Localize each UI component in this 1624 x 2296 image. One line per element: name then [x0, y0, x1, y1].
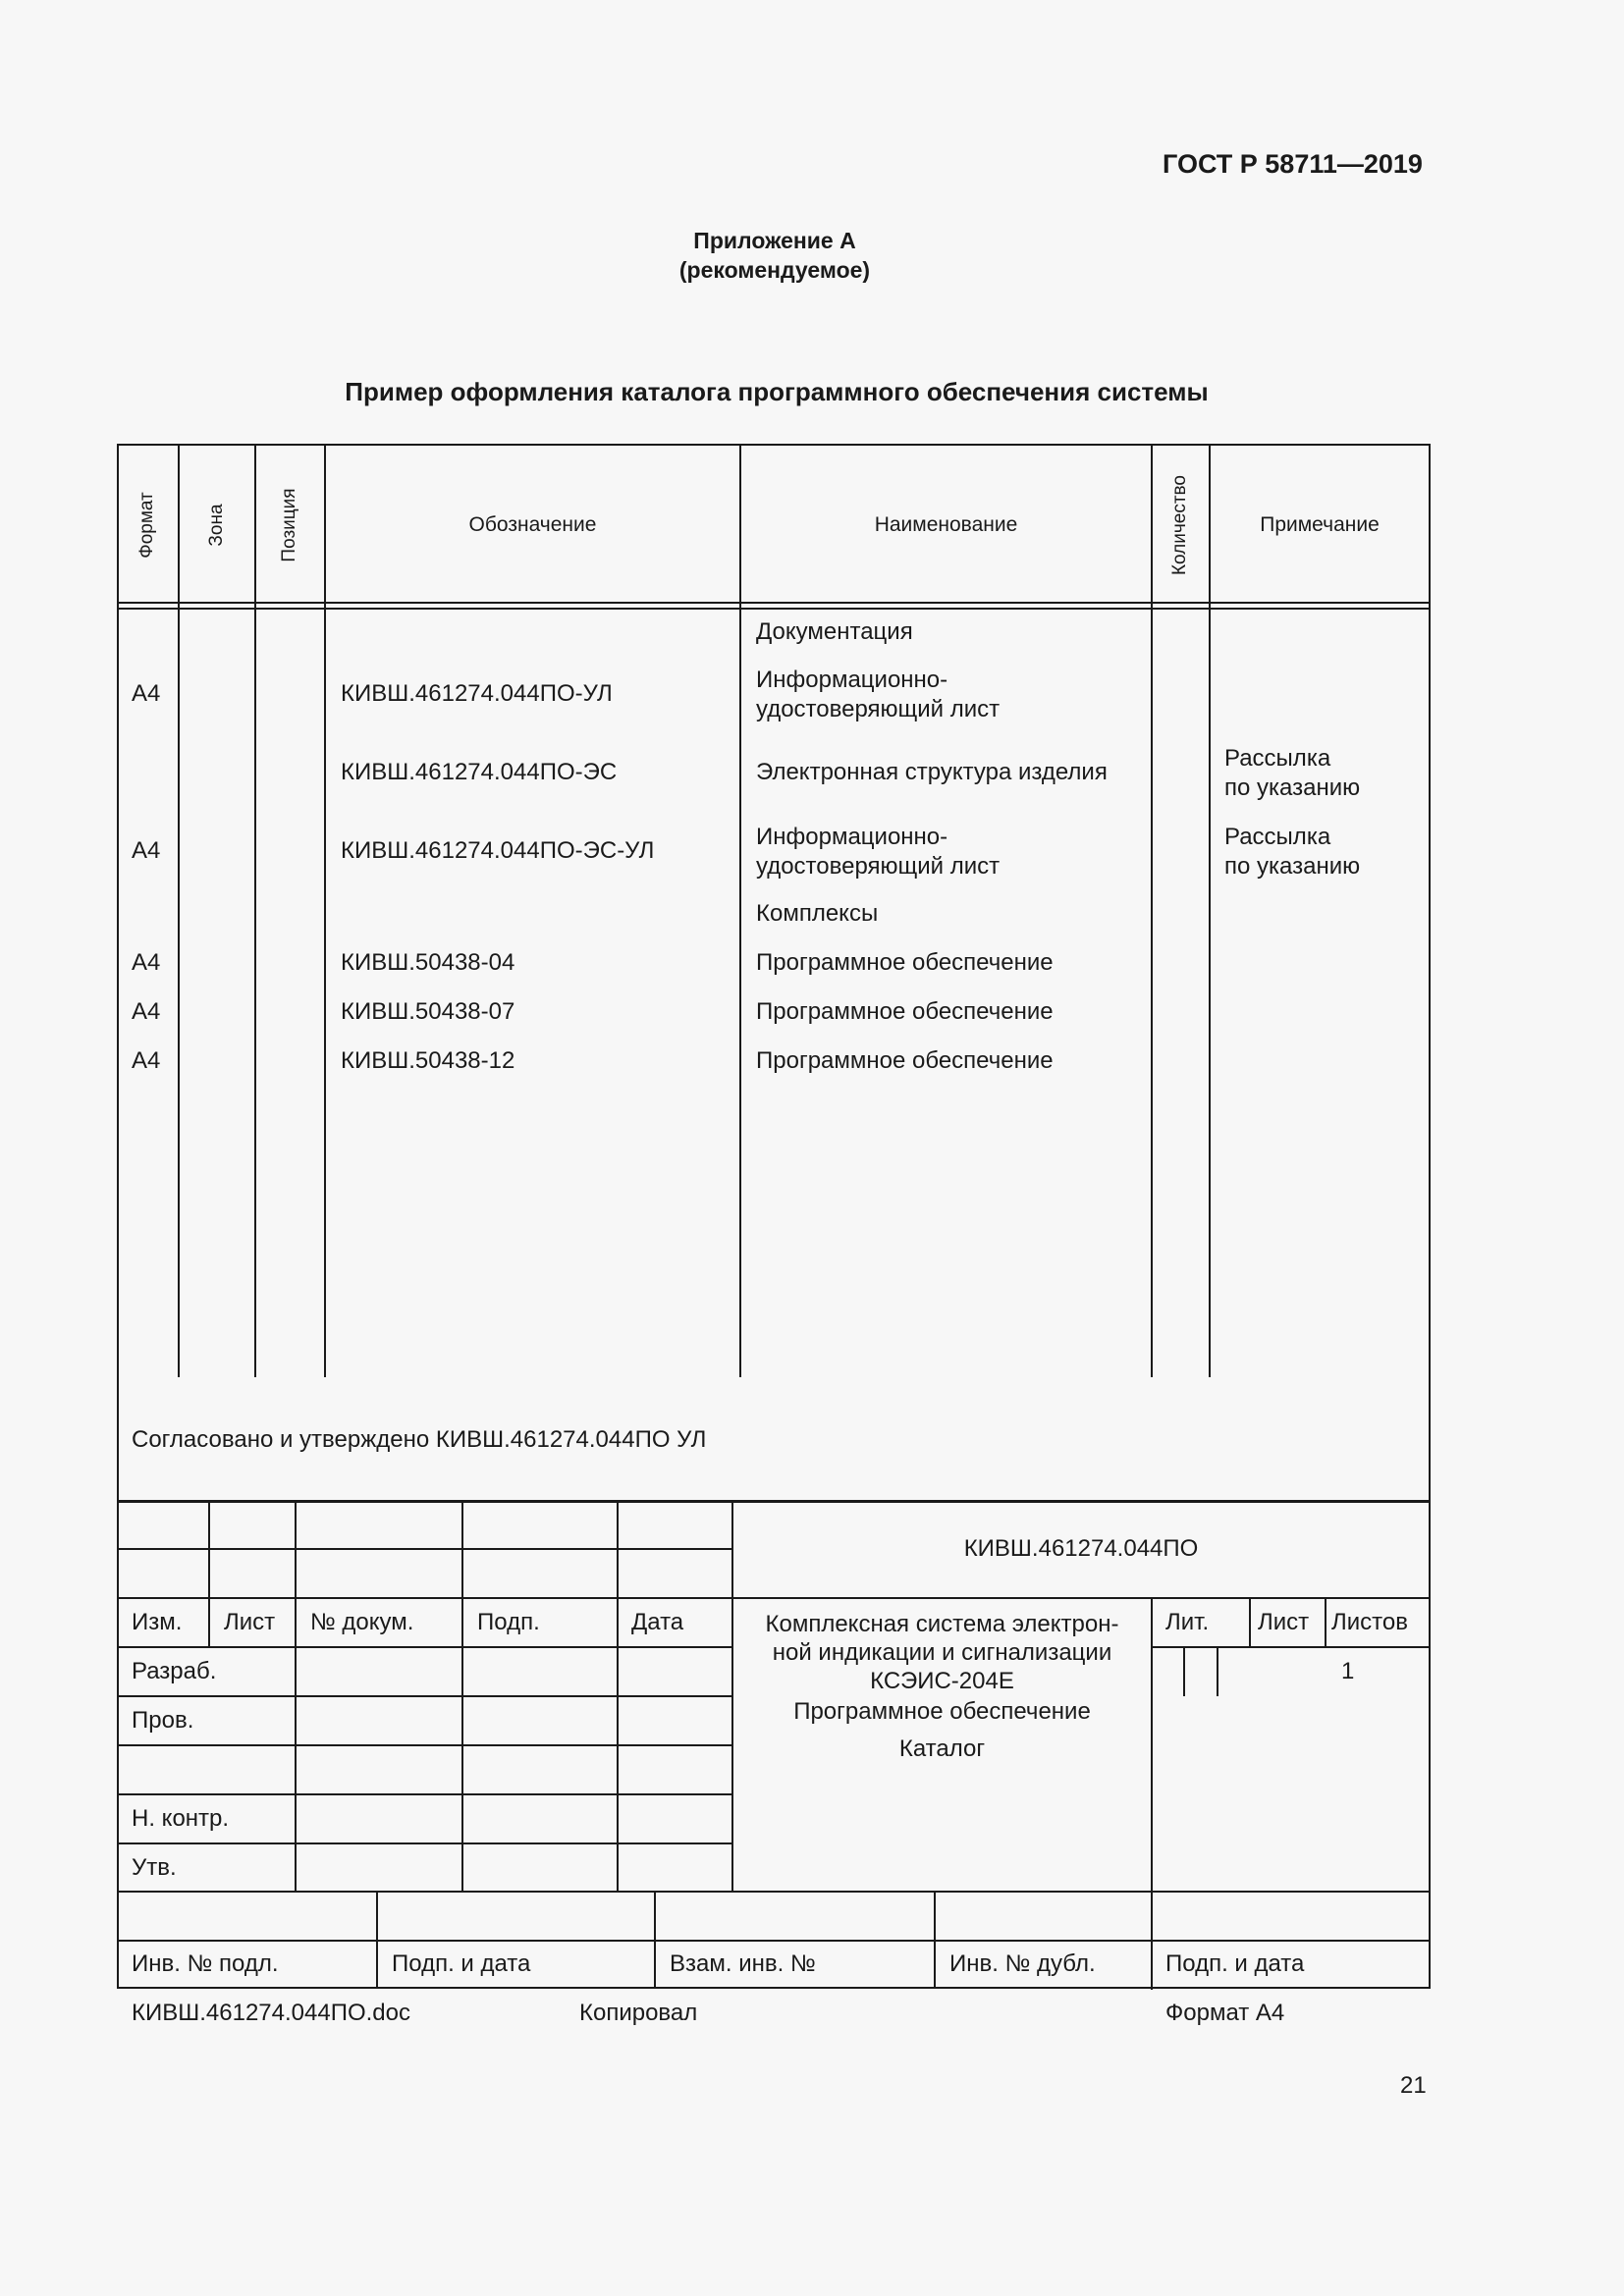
section-title: Пример оформления каталога программного обеспечения системы: [345, 377, 1209, 406]
col-position-header: Позиция: [279, 488, 299, 562]
label-sheets: Листов: [1331, 1609, 1408, 1635]
row-designation: КИВШ.50438-07: [341, 998, 515, 1025]
col-note-header: Примечание: [1260, 513, 1380, 536]
row-name: Программное обеспечение: [756, 1047, 1054, 1074]
label-date: Дата: [631, 1609, 684, 1635]
row-format: А4: [132, 998, 161, 1025]
label-n-kontr: Н. контр.: [132, 1805, 230, 1832]
label-prov: Пров.: [132, 1707, 194, 1734]
label-vzam-inv: Взам. инв. №: [670, 1950, 816, 1977]
row-note: Рассылка: [1224, 745, 1331, 772]
row-name: Программное обеспечение: [756, 949, 1054, 976]
row-name: Программное обеспечение: [756, 998, 1054, 1025]
col-quantity-header: Количество: [1169, 474, 1190, 576]
row-note-cont: по указанию: [1224, 853, 1361, 880]
label-sheet: Лист: [1258, 1609, 1310, 1635]
label-razrab: Разраб.: [132, 1658, 217, 1684]
col-format-header: Формат: [136, 492, 157, 559]
product-line-1: Комплексная система электрон-: [765, 1611, 1119, 1637]
row-name: Информационно-: [756, 667, 948, 693]
row-name: Документация: [756, 618, 913, 645]
row-designation: КИВШ.461274.044ПО-УЛ: [341, 680, 613, 707]
approval-note: Согласовано и утверждено КИВШ.461274.044ПО УЛ: [132, 1426, 707, 1453]
row-designation: КИВШ.50438-04: [341, 949, 515, 976]
col-designation-header: Обозначение: [468, 513, 597, 536]
label-inv-podl: Инв. № подл.: [132, 1950, 279, 1977]
row-designation: КИВШ.461274.044ПО-ЭС-УЛ: [341, 837, 655, 864]
footer-copied: Копировал: [579, 2000, 698, 2026]
row-designation: КИВШ.461274.044ПО-ЭС: [341, 759, 618, 785]
label-izm: Изм.: [132, 1609, 183, 1635]
label-podp-data-1: Подп. и дата: [392, 1950, 531, 1977]
page-number: 21: [1400, 2072, 1427, 2099]
row-name-cont: удостоверяющий лист: [756, 853, 1001, 880]
footer-format: Формат А4: [1165, 2000, 1285, 2026]
label-utv: Утв.: [132, 1854, 177, 1881]
row-note-cont: по указанию: [1224, 774, 1361, 801]
row-format: А4: [132, 680, 161, 707]
product-line-5: Каталог: [898, 1735, 986, 1762]
row-name-cont: удостоверяющий лист: [756, 696, 1001, 722]
row-format: А4: [132, 1047, 161, 1074]
appendix-title: Приложение А: [693, 228, 856, 253]
sheets-count: 1: [1341, 1658, 1355, 1684]
row-note: Рассылка: [1224, 824, 1331, 850]
table-row: [756, 899, 878, 929]
table-row: [756, 617, 913, 647]
row-name: Электронная структура изделия: [756, 759, 1108, 785]
col-zone-header: Зона: [206, 504, 227, 547]
document-code: КИВШ.461274.044ПО: [963, 1535, 1199, 1562]
appendix-subtitle: (рекомендуемое): [678, 257, 871, 283]
product-line-4: Программное обеспечение: [793, 1698, 1091, 1725]
standard-number: ГОСТ Р 58711—2019: [1163, 149, 1423, 179]
label-sign: Подп.: [477, 1609, 540, 1635]
row-name: Информационно-: [756, 824, 948, 850]
footer-filename: КИВШ.461274.044ПО.doc: [132, 2000, 410, 2026]
row-format: А4: [132, 949, 161, 976]
row-format: А4: [132, 837, 161, 864]
row-name: Комплексы: [756, 900, 879, 927]
row-designation: КИВШ.50438-12: [341, 1047, 515, 1074]
label-inv-dubl: Инв. № дубл.: [949, 1950, 1096, 1977]
label-list: Лист: [224, 1609, 276, 1635]
product-line-2: ной индикации и сигнализации: [772, 1639, 1112, 1666]
product-line-3: КСЭИС-204Е: [870, 1668, 1014, 1694]
label-doc-no: № докум.: [310, 1609, 414, 1635]
label-lit: Лит.: [1165, 1609, 1210, 1635]
col-name-header: Наименование: [874, 513, 1018, 536]
label-podp-data-2: Подп. и дата: [1165, 1950, 1305, 1977]
